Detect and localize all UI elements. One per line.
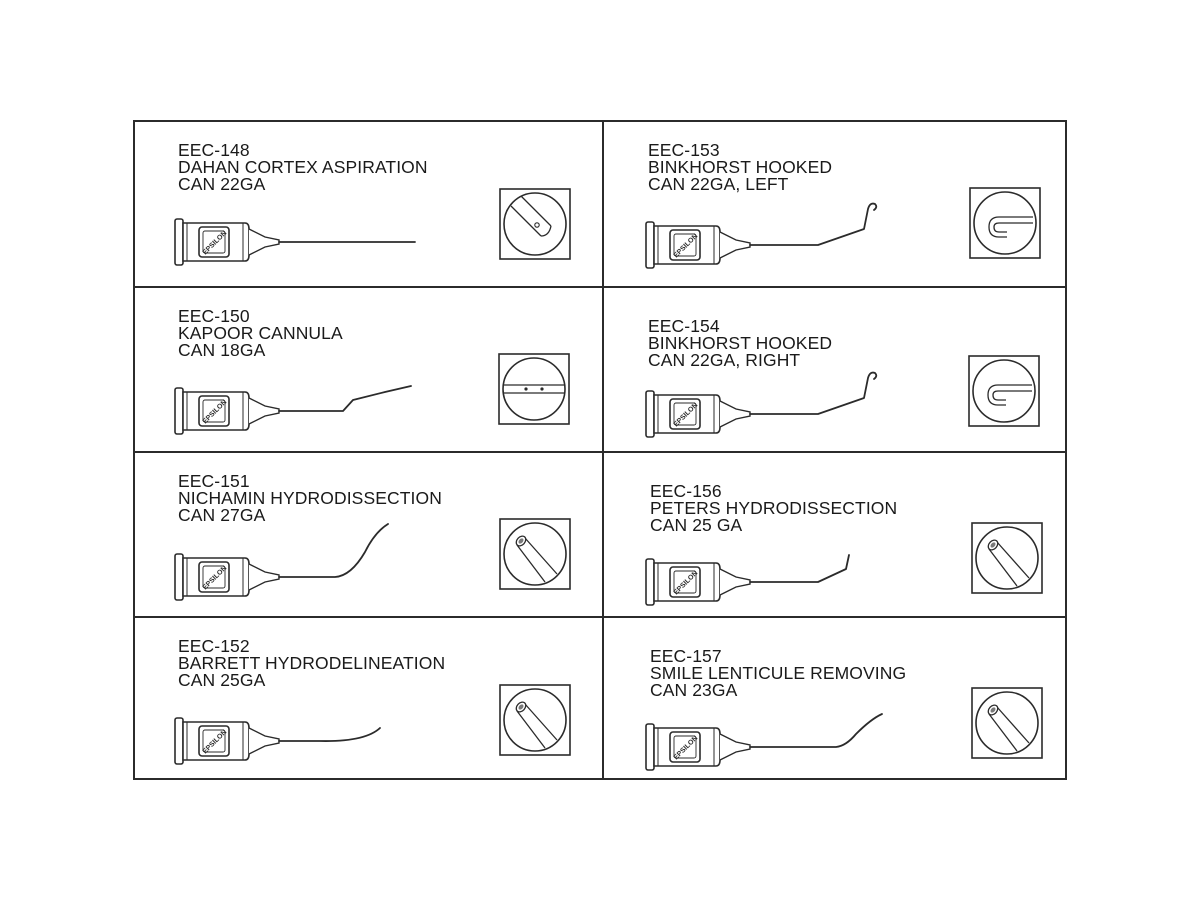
hub-taper <box>720 232 750 258</box>
open-tube-icon <box>971 522 1043 594</box>
product-name: BINKHORST HOOKED <box>648 157 833 177</box>
open-tube-icon <box>499 518 571 590</box>
product-label <box>178 142 428 193</box>
cannula-shaft <box>279 386 411 411</box>
cannula-drawing <box>646 361 896 441</box>
hub-flange <box>646 724 654 770</box>
hub-taper <box>249 398 279 424</box>
cannula-drawing <box>175 688 425 768</box>
product-code: EEC-156 <box>650 481 722 501</box>
product-name: NICHAMIN HYDRODISSECTION <box>178 488 442 508</box>
brand-label: EPSILON <box>201 564 229 592</box>
product-code: EEC-148 <box>178 140 250 160</box>
brand-label: EPSILON <box>672 734 700 762</box>
cannula-shaft <box>750 714 882 747</box>
product-label <box>648 142 832 193</box>
side-port-icon <box>499 188 571 260</box>
hub-flange <box>646 222 654 268</box>
cannula-drawing <box>646 192 896 272</box>
product-name: BINKHORST HOOKED <box>648 333 833 353</box>
product-cell <box>135 122 602 286</box>
product-cell <box>602 286 1065 451</box>
cannula-drawing <box>175 524 425 604</box>
hub-flange <box>175 554 183 600</box>
product-cell <box>135 286 602 451</box>
product-name: SMILE LENTICULE REMOVING <box>650 663 907 683</box>
brand-label: EPSILON <box>201 398 229 426</box>
product-code: EEC-152 <box>178 636 250 656</box>
cannula-drawing <box>175 358 425 438</box>
product-cell <box>135 451 602 616</box>
twin-port-icon <box>498 353 570 425</box>
product-cell <box>602 451 1065 616</box>
brand-label: EPSILON <box>672 401 700 429</box>
product-name: BARRETT HYDRODELINEATION <box>178 653 446 673</box>
product-label <box>178 308 343 359</box>
cannula-shaft <box>750 373 876 414</box>
brand-label: EPSILON <box>672 232 700 260</box>
product-cell <box>602 122 1065 286</box>
product-spec: CAN 27GA <box>178 505 266 525</box>
product-spec: CAN 22GA <box>178 174 266 194</box>
hub-taper <box>249 728 279 754</box>
product-spec: CAN 23GA <box>650 680 738 700</box>
product-spec: CAN 22GA, RIGHT <box>648 350 801 370</box>
hub-flange <box>175 718 183 764</box>
cannula-shaft <box>279 524 388 577</box>
product-label <box>178 473 442 524</box>
product-code: EEC-153 <box>648 140 720 160</box>
cannula-drawing <box>646 694 896 774</box>
hub-flange <box>646 391 654 437</box>
cannula-shaft <box>750 204 876 245</box>
product-code: EEC-157 <box>650 646 722 666</box>
product-code: EEC-150 <box>178 306 250 326</box>
hub-taper <box>720 569 750 595</box>
product-spec: CAN 22GA, LEFT <box>648 174 789 194</box>
product-code: EEC-151 <box>178 471 250 491</box>
hub-flange <box>646 559 654 605</box>
brand-label: EPSILON <box>672 569 700 597</box>
open-tube-icon <box>971 687 1043 759</box>
cannula-shaft <box>279 728 380 741</box>
open-tube-icon <box>499 684 571 756</box>
hook-icon <box>968 355 1040 427</box>
brand-label: EPSILON <box>201 229 229 257</box>
brand-label: EPSILON <box>201 728 229 756</box>
product-spec: CAN 25 GA <box>650 515 743 535</box>
cannula-shaft <box>750 555 849 582</box>
hook-icon <box>969 187 1041 259</box>
product-label <box>650 483 897 534</box>
hub-taper <box>249 229 279 255</box>
hub-flange <box>175 219 183 265</box>
cannula-drawing <box>175 189 425 269</box>
product-cell <box>602 616 1065 780</box>
product-name: KAPOOR CANNULA <box>178 323 343 343</box>
hub-flange <box>175 388 183 434</box>
product-spec: CAN 25GA <box>178 670 266 690</box>
hub-taper <box>720 734 750 760</box>
product-cell <box>135 616 602 780</box>
product-name: DAHAN CORTEX ASPIRATION <box>178 157 428 177</box>
cannula-drawing <box>646 529 896 609</box>
product-label <box>650 648 906 699</box>
product-name: PETERS HYDRODISSECTION <box>650 498 898 518</box>
product-spec: CAN 18GA <box>178 340 266 360</box>
product-code: EEC-154 <box>648 316 720 336</box>
hub-taper <box>249 564 279 590</box>
product-label <box>178 638 445 689</box>
hub-taper <box>720 401 750 427</box>
product-grid <box>133 120 1067 780</box>
